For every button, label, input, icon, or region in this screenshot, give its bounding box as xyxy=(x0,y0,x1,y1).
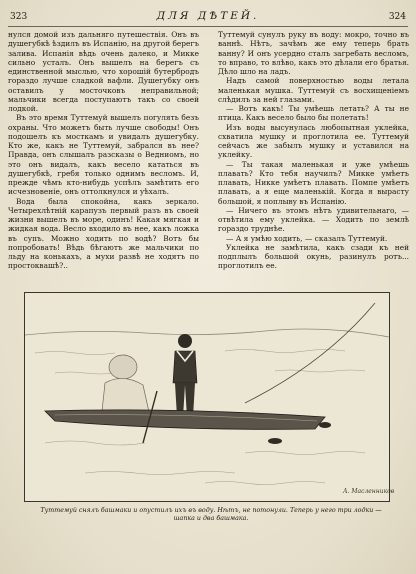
shoe-float xyxy=(319,422,331,428)
running-title: ДЛЯ ДѢТЕЙ. xyxy=(156,10,260,22)
paragraph: — А я умѣю ходить, — сказалъ Туттемуй. xyxy=(226,233,388,243)
illustration xyxy=(24,292,395,502)
page-number-right: 324 xyxy=(388,12,406,22)
page-number-left: 323 xyxy=(10,12,28,22)
illustration-caption: Туттемуй снялъ башмаки и опустилъ ихъ въ воду. Нѣтъ, не потонули. Теперь у него три лодки — шапка и два башмака. xyxy=(40,507,382,522)
paragraph: Изъ воды высунулась любопытная уклейка, схватила мушку и проглотила ее. Туттемуй сейчасъ же забылъ мушку и уставился на уклейку. xyxy=(218,122,409,160)
artist-signature: А. Масленников xyxy=(343,488,395,495)
paragraph: — Ты такая маленькая и уже умѣешь плавать? Кто тебя научилъ? Микке умѣетъ плавать, Никке умѣетъ плавать. Помпе умѣетъ плавать, а я еще маленькій. Когда я вырасту большой, я поплыву въ Испанію. xyxy=(218,159,409,206)
left-column xyxy=(8,30,199,271)
paragraph: — Вотъ какъ! Ты умѣешь летать? А ты не птица. Какъ весело было бы полетать! xyxy=(218,104,409,123)
water-background xyxy=(25,293,389,501)
paragraph: Туттемуй сунулъ руку въ воду: мокро, точно въ ваннѣ. Нѣтъ, зачѣмъ же ему теперь брать ванну? И онъ усердно сталъ загребать весломъ, то вправо, то влѣво, какъ это дѣлали его братья. Дѣло шло на ладъ. xyxy=(218,30,409,76)
paragraph: Вода была спокойна, какъ зеркало. Четырехлѣтній карапузъ первый разъ въ своей жизни вышелъ въ море, одинъ! Какая мягкая и жидкая вода. Весло входило въ нее, какъ ложка въ супъ. Можно ходить по водѣ? Вотъ бы попробовать! Вѣдь бѣгаютъ же мальчики по льду на конькахъ, а мухи развѣ не ходятъ по простоквашѣ?.. xyxy=(8,196,199,271)
paragraph: нулся домой изъ дальняго путешествія. Онъ въ душегубкѣ ѣздилъ въ Испанію, на другой берегъ залива. Испанія вѣдь очень далеко, и Микке сильно усталъ. Онъ вышелъ на берегъ съ единственной мыслью, что хорошій бутербродъ гораздо лучше сладкой вафли. Душегубку онъ оставилъ у мосточковъ неправильной; мальчики всегда поступаютъ такъ со своей лодкой. xyxy=(8,30,199,113)
right-column xyxy=(218,30,409,271)
paragraph: Уклейка не замѣтила, какъ сзади къ ней подплылъ большой окунь, разинулъ ротъ... проглотилъ ее. xyxy=(218,242,409,271)
paragraph: Надъ самой поверхностью воды летала маленькая мушка. Туттемуй съ восхищеніемъ слѣдилъ за ней глазами. xyxy=(218,76,409,104)
paragraph: — Ничего въ этомъ нѣтъ удивительнаго, — отвѣтила ему уклейка. — Ходить по землѣ гораздо труднѣе. xyxy=(218,205,409,234)
shoe-float xyxy=(268,438,282,444)
page-header xyxy=(8,10,408,27)
paragraph: Въ это время Туттемуй вышелъ погулять безъ охраны. Что можетъ быть лучше свободы! Онъ подошелъ къ мосткамъ и увидалъ душегубку. Кто же, какъ не Туттемуй, забрался въ нее? Правда, онъ слышалъ разсказы о Ведниомъ, но это онъ видалъ, какъ весело кататься въ душегубкѣ, гребя только однимъ весломъ. И, прежде чѣмъ кто-нибудь успѣлъ замѣтить его исчезновеніе, онъ оттолкнулся и уѣхалъ. xyxy=(8,113,199,197)
boat-illustration xyxy=(25,293,395,501)
